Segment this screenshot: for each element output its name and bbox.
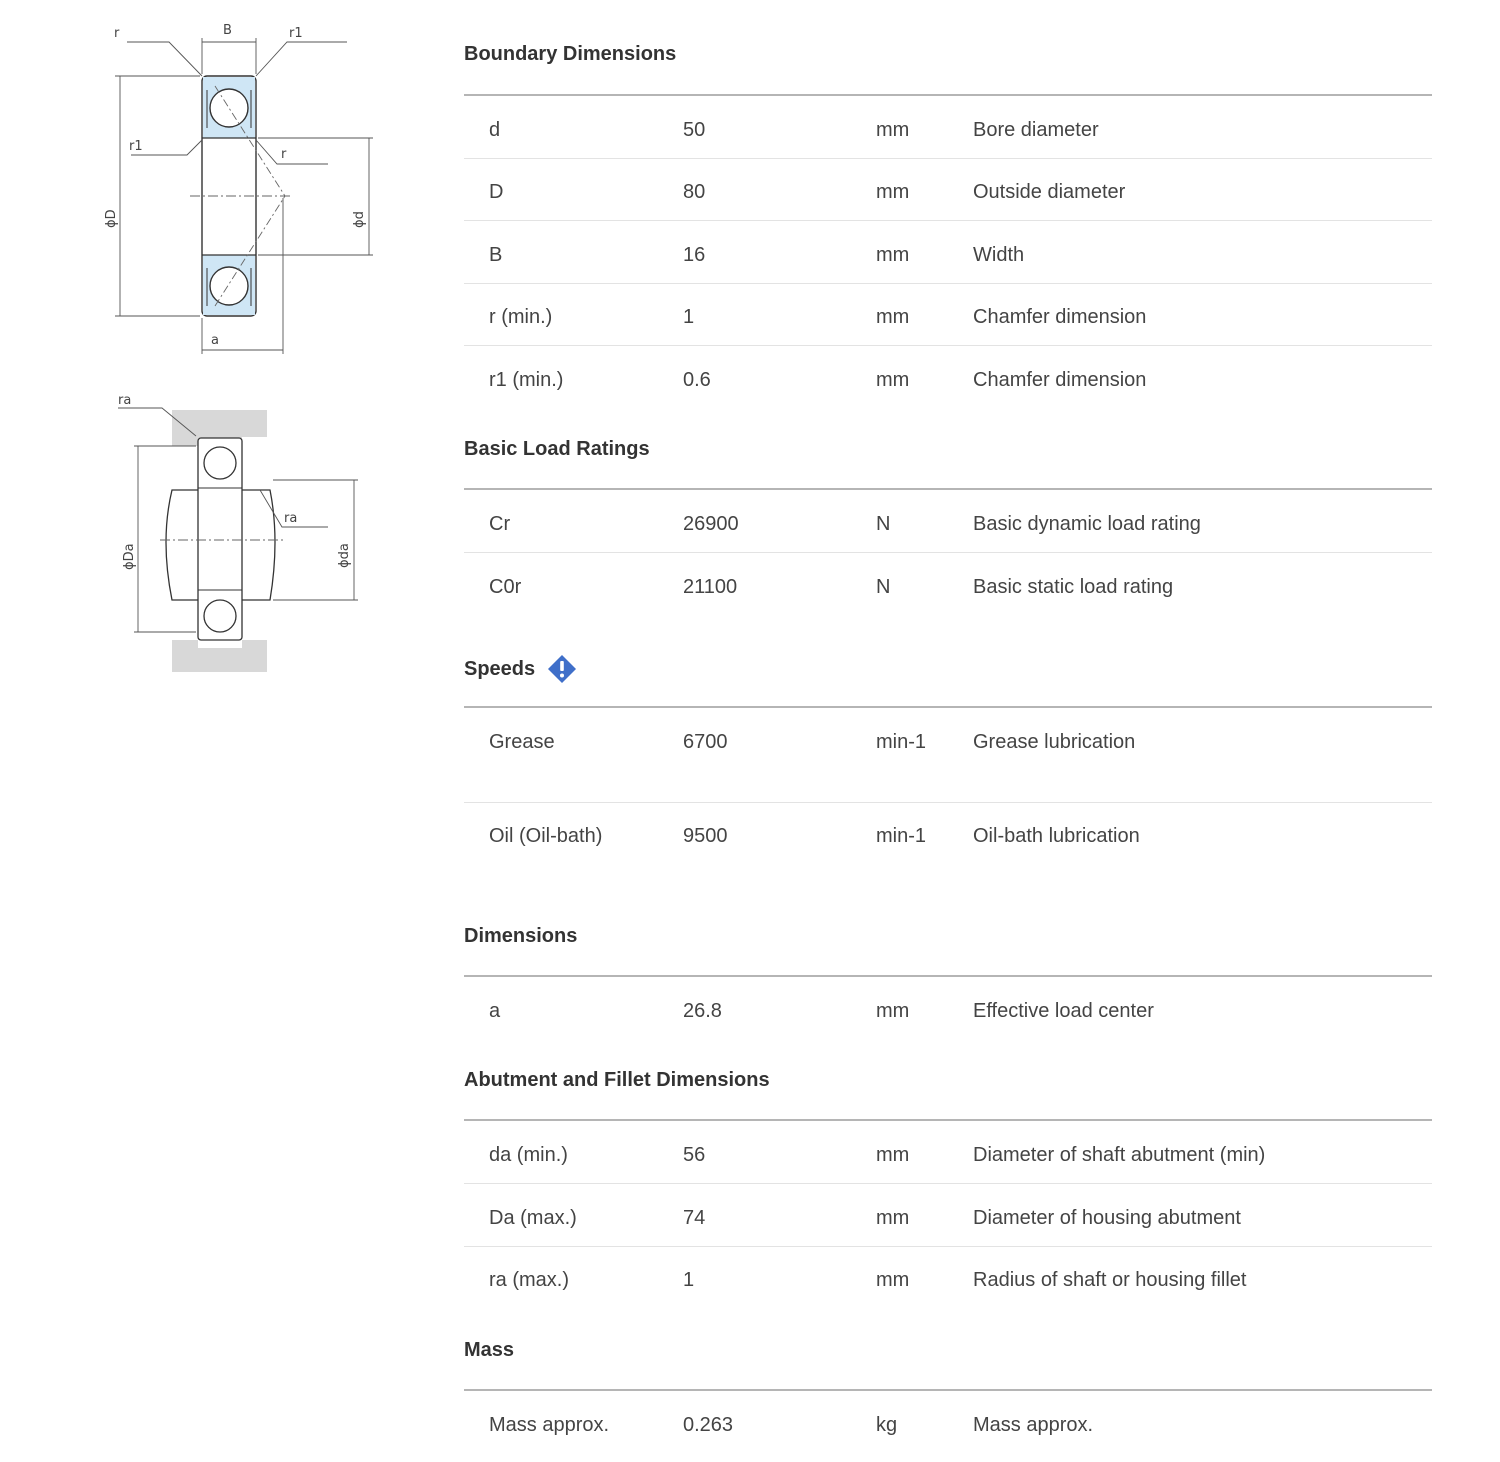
row-value: 0.263 xyxy=(683,1414,734,1436)
table-row xyxy=(464,1184,1432,1247)
row-unit: min-1 xyxy=(876,731,927,753)
label-ra-right: ra xyxy=(284,511,298,526)
row-symbol: Grease xyxy=(489,731,555,753)
row-symbol: a xyxy=(489,1000,501,1022)
table-row xyxy=(464,802,1432,896)
table-row xyxy=(464,158,1432,221)
row-symbol: B xyxy=(489,244,503,266)
row-symbol: C0r xyxy=(489,576,522,598)
row-description: Chamfer dimension xyxy=(973,306,1147,328)
row-unit: mm xyxy=(876,181,910,203)
table-row xyxy=(464,1391,1432,1453)
row-value: 56 xyxy=(683,1144,706,1166)
row-description: Basic static load rating xyxy=(973,576,1174,598)
row-description: Diameter of housing abutment xyxy=(973,1207,1241,1229)
upper-ball-mounted xyxy=(204,447,236,479)
row-unit: mm xyxy=(876,1269,910,1291)
row-description: Basic dynamic load rating xyxy=(973,513,1201,535)
section-title-dimensions: Dimensions xyxy=(464,925,578,947)
label-r-right: r xyxy=(281,147,287,162)
row-value: 21100 xyxy=(683,576,738,598)
row-description: Grease lubrication xyxy=(973,731,1136,753)
row-value: 6700 xyxy=(683,731,728,753)
table-row xyxy=(464,346,1432,408)
row-description: Bore diameter xyxy=(973,119,1099,141)
row-symbol: d xyxy=(489,119,501,141)
section-title-basic-load-ratings: Basic Load Ratings xyxy=(464,438,650,460)
table-row xyxy=(464,553,1432,615)
row-value: 0.6 xyxy=(683,369,711,391)
table-row xyxy=(464,1246,1432,1308)
row-unit: mm xyxy=(876,369,910,391)
table-row xyxy=(464,221,1432,284)
row-unit: mm xyxy=(876,244,910,266)
row-description: Width xyxy=(973,244,1025,266)
row-symbol: Cr xyxy=(489,513,511,535)
row-unit: mm xyxy=(876,119,910,141)
label-B: B xyxy=(223,23,232,38)
row-symbol: da (min.) xyxy=(489,1144,568,1166)
section-title-abutment-fillet: Abutment and Fillet Dimensions xyxy=(464,1069,770,1091)
label-r-top: r xyxy=(114,26,120,41)
table-row xyxy=(464,708,1432,803)
row-symbol: Mass approx. xyxy=(489,1414,610,1436)
row-description: Oil-bath lubrication xyxy=(973,825,1140,847)
row-value: 74 xyxy=(683,1207,706,1229)
mounting-diagram xyxy=(110,390,370,680)
row-value: 26900 xyxy=(683,513,739,535)
table-row xyxy=(464,977,1432,1039)
row-unit: N xyxy=(876,576,891,598)
row-unit: mm xyxy=(876,1207,910,1229)
row-unit: mm xyxy=(876,1000,910,1022)
row-value: 26.8 xyxy=(683,1000,722,1022)
row-description: Effective load center xyxy=(973,1000,1154,1022)
section-title-boundary-dimensions: Boundary Dimensions xyxy=(464,43,677,65)
row-unit: min-1 xyxy=(876,825,927,847)
table-row xyxy=(464,283,1432,346)
row-description: Diameter of shaft abutment (min) xyxy=(973,1144,1266,1166)
row-unit: N xyxy=(876,513,891,535)
table-row xyxy=(464,490,1432,553)
section-title-speeds: Speeds xyxy=(464,654,577,684)
row-symbol: Oil (Oil-bath) xyxy=(489,825,603,847)
row-value: 80 xyxy=(683,181,706,203)
label-r1-left: r1 xyxy=(129,139,143,154)
info-diamond-icon[interactable] xyxy=(547,654,577,684)
row-symbol: Da (max.) xyxy=(489,1207,577,1229)
row-description: Chamfer dimension xyxy=(973,369,1147,391)
row-value: 1 xyxy=(683,1269,695,1291)
label-phiDa: ϕDa xyxy=(122,543,137,570)
row-unit: mm xyxy=(876,1144,910,1166)
table-row xyxy=(464,96,1432,159)
row-symbol: D xyxy=(489,181,504,203)
row-unit: mm xyxy=(876,306,910,328)
bearing-dimension-diagram xyxy=(95,18,385,363)
row-value: 50 xyxy=(683,119,706,141)
label-phid: ϕd xyxy=(352,211,367,228)
label-a: a xyxy=(211,333,219,348)
label-ra-top: ra xyxy=(118,393,132,408)
row-symbol: r1 (min.) xyxy=(489,369,564,391)
lower-ball-mounted xyxy=(204,600,236,632)
housing-bottom xyxy=(172,640,267,672)
upper-ball xyxy=(210,89,248,127)
row-description: Radius of shaft or housing fillet xyxy=(973,1269,1247,1291)
row-value: 1 xyxy=(683,306,695,328)
label-r1-top: r1 xyxy=(289,26,303,41)
label-phiD: ϕD xyxy=(104,209,119,228)
section-title-mass: Mass xyxy=(464,1339,515,1361)
row-unit: kg xyxy=(876,1414,898,1436)
row-value: 9500 xyxy=(683,825,728,847)
row-description: Outside diameter xyxy=(973,181,1126,203)
row-value: 16 xyxy=(683,244,706,266)
label-phida: ϕda xyxy=(337,543,352,568)
row-symbol: r (min.) xyxy=(489,306,553,328)
row-symbol: ra (max.) xyxy=(489,1269,569,1291)
table-row xyxy=(464,1121,1432,1184)
row-description: Mass approx. xyxy=(973,1414,1094,1436)
lower-ball xyxy=(210,267,248,305)
